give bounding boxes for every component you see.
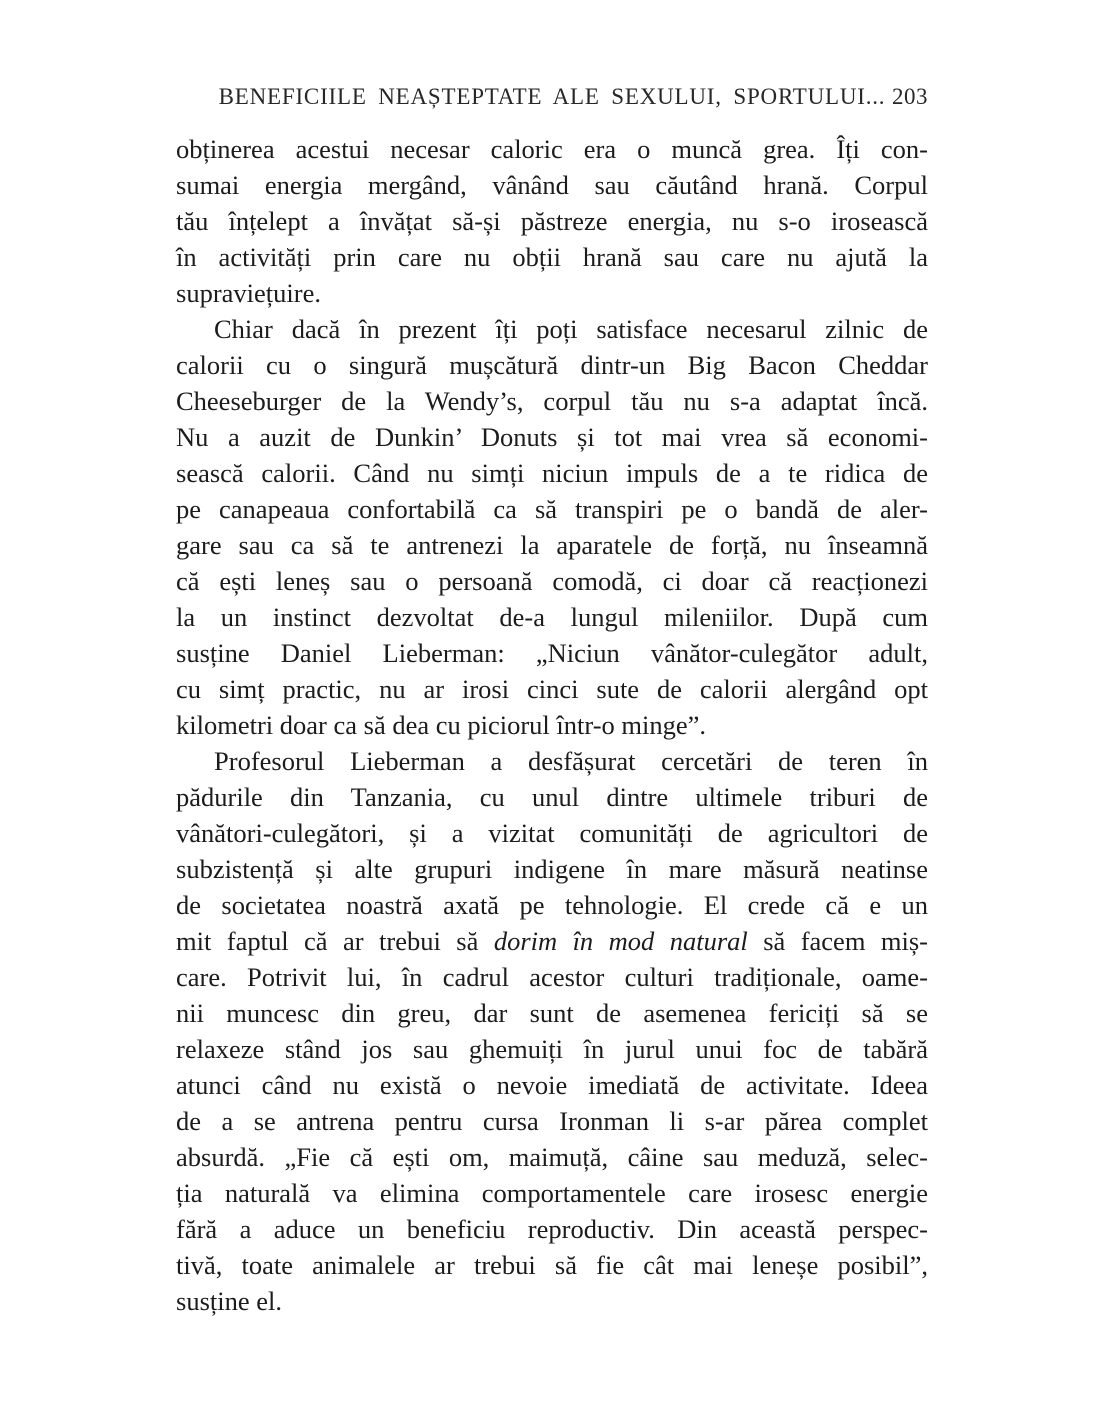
text-line xyxy=(176,635,928,671)
text-line xyxy=(176,1211,928,1247)
text-run: în activități prin care nu obții hrană sau care nu ajută la xyxy=(176,242,928,272)
text-run: mit faptul că ar trebui să xyxy=(176,926,494,956)
text-line xyxy=(176,275,928,311)
text-run: sească calorii. Când nu simți niciun impuls de a te ridica de xyxy=(176,458,928,488)
text-run: la un instinct dezvoltat de-a lungul mileniilor. După cum xyxy=(176,602,928,632)
text-run: relaxeze stând jos sau ghemuiți în jurul unui foc de tabără xyxy=(176,1034,928,1064)
text-run: tău înțelept a învățat să-și păstreze energia, nu s-o irosească xyxy=(176,206,928,236)
text-line xyxy=(176,1103,928,1139)
text-line xyxy=(176,455,928,491)
text-line xyxy=(176,779,928,815)
text-run: absurdă. „Fie că ești om, maimuță, câine sau meduză, selec- xyxy=(176,1142,928,1172)
text-run: tivă, toate animalele ar trebui să fie cât mai leneșe posibil”, xyxy=(176,1250,928,1280)
text-line xyxy=(176,923,928,959)
text-run: gare sau ca să te antrenezi la aparatele de forță, nu înseamnă xyxy=(176,530,928,560)
text-line xyxy=(176,671,928,707)
text-run: de societatea noastră axată pe tehnologie. El crede că e un xyxy=(176,890,928,920)
text-run: de a se antrena pentru cursa Ironman li s-ar părea complet xyxy=(176,1106,928,1136)
text-line xyxy=(176,311,928,347)
text-run: pădurile din Tanzania, cu unul dintre ultimele triburi de xyxy=(176,782,928,812)
text-line xyxy=(176,743,928,779)
text-run: să facem miș- xyxy=(747,926,928,956)
running-header xyxy=(176,82,928,112)
text-run: nii muncesc din greu, dar sunt de asemenea fericiți să se xyxy=(176,998,928,1028)
text-run: vânători-culegători, și a vizitat comunități de agricultori de xyxy=(176,818,928,848)
text-line xyxy=(176,239,928,275)
text-run: că ești leneș sau o persoană comodă, ci doar că reacționezi xyxy=(176,566,928,596)
text-line xyxy=(176,419,928,455)
text-run: subzistență și alte grupuri indigene în mare măsură neatinse xyxy=(176,854,928,884)
text-run: Chiar dacă în prezent îți poți satisface necesarul zilnic de xyxy=(214,314,928,344)
text-line xyxy=(176,1175,928,1211)
text-run: Nu a auzit de Dunkin’ Donuts și tot mai vrea să economi- xyxy=(176,422,928,452)
text-line xyxy=(176,347,928,383)
text-line xyxy=(176,383,928,419)
page-number: 203 xyxy=(892,84,928,109)
text-line xyxy=(176,527,928,563)
text-line xyxy=(176,707,928,743)
text-line xyxy=(176,491,928,527)
text-line xyxy=(176,563,928,599)
text-run: supraviețuire. xyxy=(176,278,321,308)
text-line xyxy=(176,995,928,1031)
text-run: obținerea acestui necesar caloric era o muncă grea. Îți con- xyxy=(176,134,928,164)
text-run: susține el. xyxy=(176,1286,282,1316)
text-run: care. Potrivit lui, în cadrul acestor culturi tradiționale, oame- xyxy=(176,962,928,992)
text-line xyxy=(176,1031,928,1067)
text-run: atunci când nu există o nevoie imediată de activitate. Ideea xyxy=(176,1070,928,1100)
text-line xyxy=(176,599,928,635)
text-run: Profesorul Lieberman a desfășurat cercetări de teren în xyxy=(214,746,928,776)
text-run: cu simț practic, nu ar irosi cinci sute de calorii alergând opt xyxy=(176,674,928,704)
text-line xyxy=(176,131,928,167)
text-run: Cheeseburger de la Wendy’s, corpul tău nu s-a adaptat încă. xyxy=(176,386,928,416)
text-line xyxy=(176,1139,928,1175)
text-line xyxy=(176,851,928,887)
text-line xyxy=(176,959,928,995)
text-run: calorii cu o singură mușcătură dintr-un Big Bacon Cheddar xyxy=(176,350,928,380)
text-line xyxy=(176,1247,928,1283)
text-line xyxy=(176,815,928,851)
running-header-title: BENEFICIILE NEAȘTEPTATE ALE SEXULUI, SPORTULUI... xyxy=(218,84,886,109)
italic-text-run: dorim în mod natural xyxy=(493,926,748,956)
text-line xyxy=(176,887,928,923)
text-run: sumai energia mergând, vânând sau căutând hrană. Corpul xyxy=(176,170,928,200)
text-run: pe canapeaua confortabilă ca să transpiri pe o bandă de aler- xyxy=(176,494,928,524)
text-run: kilometri doar ca să dea cu piciorul într-o minge”. xyxy=(176,710,707,740)
text-run: fără a aduce un beneficiu reproductiv. Din această perspec- xyxy=(176,1214,928,1244)
text-line xyxy=(176,203,928,239)
body-text xyxy=(176,131,928,1319)
text-line xyxy=(176,1067,928,1103)
text-run: susține Daniel Lieberman: „Niciun vânător-culegător adult, xyxy=(176,638,928,668)
text-run: ția naturală va elimina comportamentele care irosesc energie xyxy=(176,1178,928,1208)
text-line xyxy=(176,1283,928,1319)
text-line xyxy=(176,167,928,203)
